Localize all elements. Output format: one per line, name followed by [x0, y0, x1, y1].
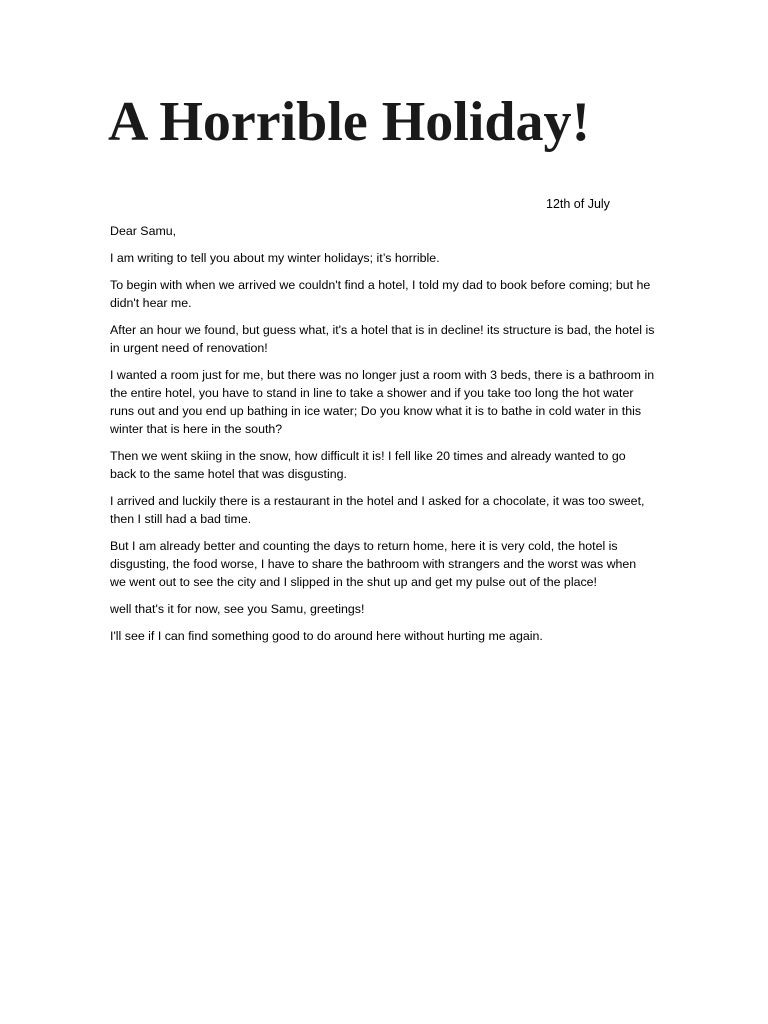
paragraph: I'll see if I can find something good to do around here without hurting me again.: [110, 629, 543, 643]
paragraph: But I am already better and counting the days to return home, here it is very cold, the hotel is disgusting, the food worse, I have to share the bathroom with strangers and the worst was when we went out to see the city and I slipped in the shut up and get my pulse out of the place!: [110, 539, 637, 589]
paragraph: Then we went skiing in the snow, how difficult it is! I fell like 20 times and already wanted to go back to the same hotel that was disgusting.: [110, 449, 626, 481]
document-title: A Horrible Holiday!: [108, 91, 591, 153]
salutation: Dear Samu,: [110, 224, 177, 238]
paragraph: I am writing to tell you about my winter holidays; it’s horrible.: [110, 251, 440, 265]
paragraph: After an hour we found, but guess what, it's a hotel that is in decline! its structure is bad, the hotel is in urgent need of renovation!: [110, 323, 655, 355]
paragraph: To begin with when we arrived we couldn't find a hotel, I told my dad to book before coming; but he didn't hear me.: [110, 278, 651, 310]
paragraph: well that's it for now, see you Samu, greetings!: [110, 602, 365, 616]
letter-date: 12th of July: [546, 197, 610, 211]
letter-body: [110, 222, 655, 654]
paragraph: I arrived and luckily there is a restaurant in the hotel and I asked for a chocolate, it was too sweet, then I still had a bad time.: [110, 494, 645, 526]
paragraph: I wanted a room just for me, but there was no longer just a room with 3 beds, there is a bathroom in the entire hotel, you have to stand in line to take a shower and if you take too long the hot water runs out and you end up bathing in ice water; Do you know what it is to bathe in cold water in this winter that is here in the south?: [110, 368, 655, 436]
